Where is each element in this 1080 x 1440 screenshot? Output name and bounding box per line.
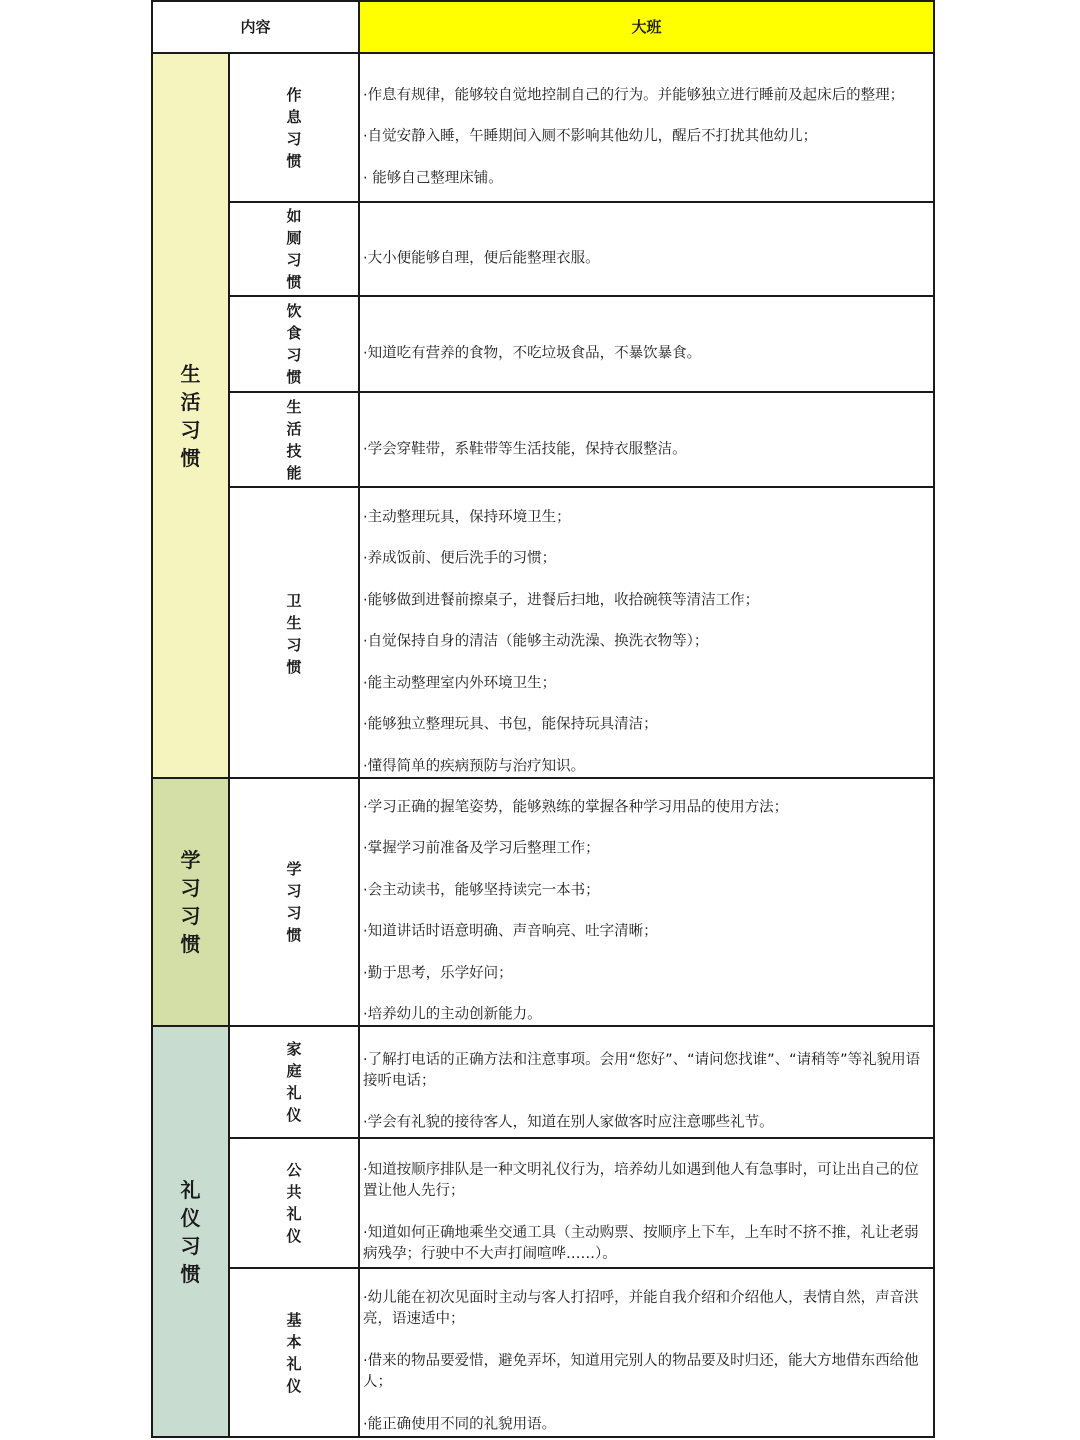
grid-line (228, 391, 935, 393)
vertical-char: 礼 (286, 1084, 302, 1102)
desc-line: ·幼儿能在初次见面时主动与客人打招呼，并能自我介绍和介绍他人，表情自然，声音洪亮，语速适中； (363, 1290, 919, 1327)
content-header-label: 内容 (240, 18, 271, 36)
vertical-char: 基 (286, 1310, 302, 1329)
grid-line (151, 1436, 935, 1438)
vertical-char: 厕 (286, 229, 302, 247)
sub-cell (229, 1026, 359, 1138)
vertical-char: 仪 (286, 1376, 302, 1395)
desc-line: ·能正确使用不同的礼貌用语。 (363, 1416, 557, 1433)
grid-line (151, 52, 935, 54)
desc-line: ·了解打电话的正确方法和注意事项。会用“您好”、“请问您找谁”、“请稍等”等礼貌用语接听电话； (363, 1052, 921, 1089)
grid-line (933, 0, 935, 1438)
sub-cell (229, 778, 359, 1026)
desc-line: ·自觉保持自身的清洁（能够主动洗澡、换洗衣物等）； (363, 633, 709, 650)
vertical-char: 习 (286, 129, 302, 148)
vertical-char: 活 (286, 419, 302, 438)
vertical-char: 礼 (180, 1177, 201, 1202)
grid-line (228, 1267, 935, 1269)
desc-cell-diet (359, 296, 934, 392)
desc-line: · 能够自己整理床铺。 (363, 170, 503, 187)
desc-cell-basic-etiquette (359, 1268, 934, 1437)
vertical-char: 生 (180, 361, 201, 386)
sub-cell (229, 202, 359, 296)
desc-cell-public-etiquette (359, 1138, 934, 1268)
grid-line (151, 1025, 935, 1027)
desc-cell-life-skills (359, 392, 934, 487)
vertical-char: 卫 (286, 592, 302, 610)
vertical-char: 惯 (286, 368, 302, 386)
grid-line (151, 0, 153, 1438)
vertical-char: 公 (286, 1161, 302, 1179)
desc-line: ·知道按顺序排队是一种文明礼仪行为，培养幼儿如遇到他人有急事时，可让出自己的位置让他人先行； (363, 1162, 919, 1199)
sub-label-basic-etiquette (286, 1309, 301, 1397)
vertical-char: 学 (180, 848, 201, 872)
vertical-char: 作 (286, 85, 302, 104)
sub-cell (229, 1268, 359, 1437)
grid-line (228, 295, 935, 297)
desc-line: ·自觉安静入睡，午睡期间入厕不影响其他幼儿，醒后不打扰其他幼儿； (363, 128, 818, 145)
grid-line (151, 0, 935, 2)
desc-line: ·培养幼儿的主动创新能力。 (363, 1006, 542, 1023)
grid-line (228, 1137, 935, 1139)
grid-line (358, 0, 360, 1438)
desc-line: ·知道如何正确地乘坐交通工具（主动购票、按顺序上下车，上车时不挤不推，礼让老弱病残孕；行驶中不大声打闹喧哗……）。 (363, 1225, 919, 1262)
vertical-char: 惯 (286, 658, 302, 676)
sub-cell (229, 296, 359, 392)
vertical-char: 息 (286, 107, 302, 126)
vertical-char: 生 (286, 614, 302, 632)
desc-line: ·主动整理玩具，保持环境卫生； (363, 509, 571, 526)
sub-label-public-etiquette (286, 1159, 301, 1247)
category-life (152, 53, 229, 778)
vertical-char: 习 (180, 904, 201, 928)
desc-line: ·能够做到进餐前擦桌子，进餐后扫地，收拾碗筷等清洁工作； (363, 592, 760, 609)
grid-line (151, 777, 935, 779)
class-header (359, 0, 934, 53)
desc-line: ·会主动读书，能够坚持读完一本书； (363, 882, 600, 899)
vertical-char: 习 (286, 636, 302, 654)
vertical-char: 惯 (180, 1261, 201, 1286)
vertical-char: 习 (286, 882, 302, 900)
desc-line: ·能主动整理室内外环境卫生； (363, 675, 557, 692)
vertical-char: 惯 (286, 926, 302, 944)
vertical-char: 习 (180, 417, 201, 442)
desc-line: ·养成饭前、便后洗手的习惯； (363, 550, 557, 567)
desc-cell-hygiene (359, 487, 934, 778)
vertical-char: 习 (180, 1233, 201, 1258)
sub-label-hygiene (286, 590, 301, 678)
sub-label-family-etiquette (286, 1038, 301, 1126)
vertical-char: 如 (286, 207, 302, 225)
grid-line (228, 201, 935, 203)
desc-line: ·借来的物品要爱惜，避免弄坏，知道用完别人的物品要及时归还，能大方地借东西给他人； (363, 1353, 919, 1390)
grid-line (228, 486, 935, 488)
category-life-label (181, 360, 201, 472)
sub-label-toilet (286, 205, 301, 293)
grid-line (228, 52, 230, 1438)
content-header (152, 0, 359, 53)
desc-line: ·大小便能够自理，便后能整理衣服。 (363, 250, 600, 267)
sub-cell (229, 392, 359, 487)
vertical-char: 仪 (286, 1106, 302, 1124)
vertical-char: 能 (286, 463, 302, 482)
category-study-label (181, 846, 201, 958)
vertical-char: 习 (286, 904, 302, 922)
vertical-char: 仪 (180, 1205, 201, 1230)
desc-line: ·懂得简单的疾病预防与治疗知识。 (363, 758, 586, 775)
desc-cell-sleep (359, 53, 934, 202)
desc-line: ·勤于思考，乐学好问； (363, 965, 513, 982)
desc-line: ·作息有规律，能够较自觉地控制自己的行为。并能够独立进行睡前及起床后的整理； (363, 87, 905, 104)
vertical-char: 食 (286, 324, 302, 342)
sub-cell (229, 1138, 359, 1268)
sub-label-sleep (286, 84, 301, 172)
category-study (152, 778, 229, 1026)
vertical-char: 惯 (286, 151, 302, 170)
desc-line: ·知道讲话时语意明确、声音响亮、吐字清晰； (363, 923, 658, 940)
vertical-char: 惯 (180, 445, 201, 470)
vertical-char: 家 (286, 1040, 302, 1058)
vertical-char: 惯 (180, 932, 201, 956)
category-etiquette (152, 1026, 229, 1437)
desc-line: ·掌握学习前准备及学习后整理工作； (363, 840, 600, 857)
class-header-label: 大班 (631, 18, 662, 36)
vertical-char: 惯 (286, 273, 302, 291)
desc-line: ·学会穿鞋带，系鞋带等生活技能，保持衣服整洁。 (363, 441, 687, 458)
vertical-char: 本 (286, 1332, 302, 1351)
sub-cell (229, 53, 359, 202)
vertical-char: 生 (286, 397, 302, 416)
vertical-char: 习 (286, 346, 302, 364)
sub-cell (229, 487, 359, 778)
vertical-char: 活 (180, 389, 201, 414)
sub-label-diet (286, 300, 301, 388)
desc-line: ·能够独立整理玩具、书包，能保持玩具清洁； (363, 716, 658, 733)
vertical-char: 礼 (286, 1354, 302, 1373)
category-etiquette-label (181, 1176, 201, 1288)
vertical-char: 饮 (286, 302, 302, 320)
desc-cell-study (359, 778, 934, 1026)
vertical-char: 习 (180, 876, 201, 900)
desc-line: ·知道吃有营养的食物，不吃垃圾食品，不暴饮暴食。 (363, 345, 702, 362)
sub-label-life-skills (286, 396, 301, 484)
vertical-char: 庭 (286, 1062, 302, 1080)
desc-line: ·学会有礼貌的接待客人，知道在别人家做客时应注意哪些礼节。 (363, 1114, 774, 1131)
vertical-char: 礼 (286, 1205, 302, 1223)
vertical-char: 学 (286, 860, 302, 878)
sub-label-study (286, 858, 301, 946)
vertical-char: 习 (286, 251, 302, 269)
desc-line: ·学习正确的握笔姿势，能够熟练的掌握各种学习用品的使用方法； (363, 799, 789, 816)
desc-cell-family-etiquette (359, 1026, 934, 1138)
vertical-char: 仪 (286, 1227, 302, 1245)
desc-cell-toilet (359, 202, 934, 296)
vertical-char: 共 (286, 1183, 302, 1201)
vertical-char: 技 (286, 441, 302, 460)
